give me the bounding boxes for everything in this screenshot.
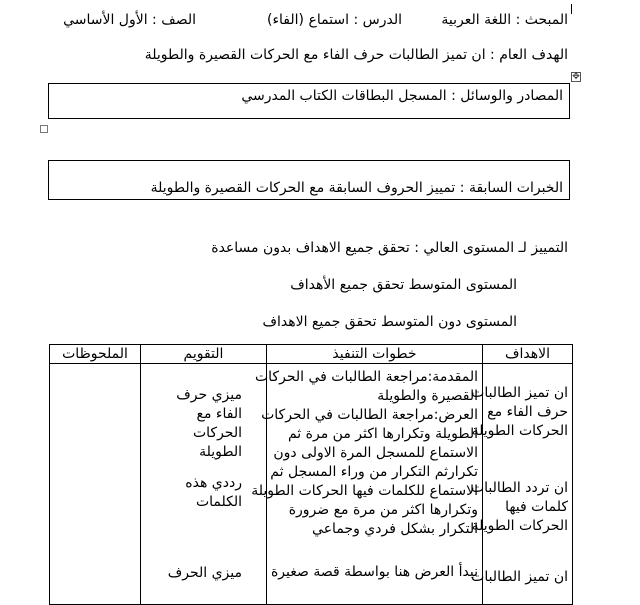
subject-label: المبحث : اللغة العربية	[441, 12, 568, 28]
goal-line: الحركات الطويلة	[471, 423, 568, 439]
goal-line: ان تميز الطالبات	[471, 385, 568, 401]
steps-cell	[251, 364, 483, 605]
level-high: التمييز لـ المستوى العالي : تحقق جميع الاهداف بدون مساعدة	[211, 240, 568, 256]
step-line: المقدمة:مراجعة الطالبات في الحركات	[254, 369, 478, 385]
general-goal: الهدف العام : ان تميز الطالبات حرف الفاء مع الحركات القصيرة والطويلة	[144, 47, 568, 63]
header-steps: خطوات التنفيذ	[267, 345, 483, 364]
header-evaluation: التقويم	[141, 345, 267, 364]
header-notes: الملحوظات	[50, 345, 141, 364]
prior-experience-box	[48, 160, 570, 200]
move-handle-icon[interactable]: ✥	[572, 72, 580, 82]
evaluation-line: الفاء مع	[196, 406, 242, 422]
goals-cell	[470, 364, 573, 605]
header-goals: الاهداف	[483, 345, 573, 364]
resources-box	[48, 83, 570, 119]
evaluation-line: ميزي حرف	[176, 387, 242, 403]
step-line: الطويلة وتكرارها اكثر من مرة ثم	[287, 426, 478, 442]
evaluation-line: الطويلة	[199, 444, 242, 460]
goal-line: ان تميز الطالبات	[471, 569, 568, 585]
evaluation-cell	[141, 364, 267, 605]
level-medium: المستوى المتوسط تحقق جميع الأهداف	[290, 277, 517, 293]
step-line: القصيرة والطويلة	[377, 388, 478, 404]
step-line: نبدأ العرض هنا بواسطة قصة صغيرة	[270, 564, 478, 580]
page-margin-line	[571, 4, 572, 14]
notes-cell	[50, 364, 141, 605]
goal-line: كلمات فيها	[505, 499, 568, 515]
goal-line: ان تردد الطالبات	[470, 480, 568, 496]
evaluation-line: الحركات	[192, 425, 242, 441]
goal-line: حرف الفاء مع	[487, 404, 568, 420]
step-line: تكرارثم التكرار من وراء المسجل ثم	[270, 464, 478, 480]
evaluation-line: الكلمات	[195, 494, 242, 510]
step-line: العرض:مراجعة الطالبات في الحركات	[261, 407, 478, 423]
step-line: وتكرارها اكثر من مرة مع ضرورة	[288, 502, 478, 518]
prior-experience-text: الخبرات السابقة : تمييز الحروف السابقة مع الحركات القصيرة والطويلة	[150, 180, 563, 196]
step-line: التكرار بشكل فردي وجماعي	[312, 521, 478, 537]
evaluation-line: رددي هذه	[185, 475, 242, 491]
resources-text: المصادر والوسائل : المسجل البطاقات الكتاب المدرسي	[241, 88, 563, 104]
grade-label: الصف : الأول الأساسي	[63, 12, 196, 28]
step-line: الاستماع للكلمات فيها الحركات الطويلة	[251, 483, 478, 499]
lesson-plan-table	[49, 344, 573, 605]
table-row	[50, 364, 573, 605]
evaluation-line: ميزي الحرف	[167, 565, 242, 581]
level-below: المستوى دون المتوسط تحقق جميع الاهداف	[262, 314, 517, 330]
step-line: الاستماع للمسجل المرة الاولى دون	[273, 445, 478, 461]
lesson-label: الدرس : استماع (الفاء)	[267, 12, 402, 28]
resize-handle-icon[interactable]	[40, 125, 48, 133]
table-header-row	[50, 345, 573, 364]
goal-line: الحركات الطويلة	[471, 518, 568, 534]
